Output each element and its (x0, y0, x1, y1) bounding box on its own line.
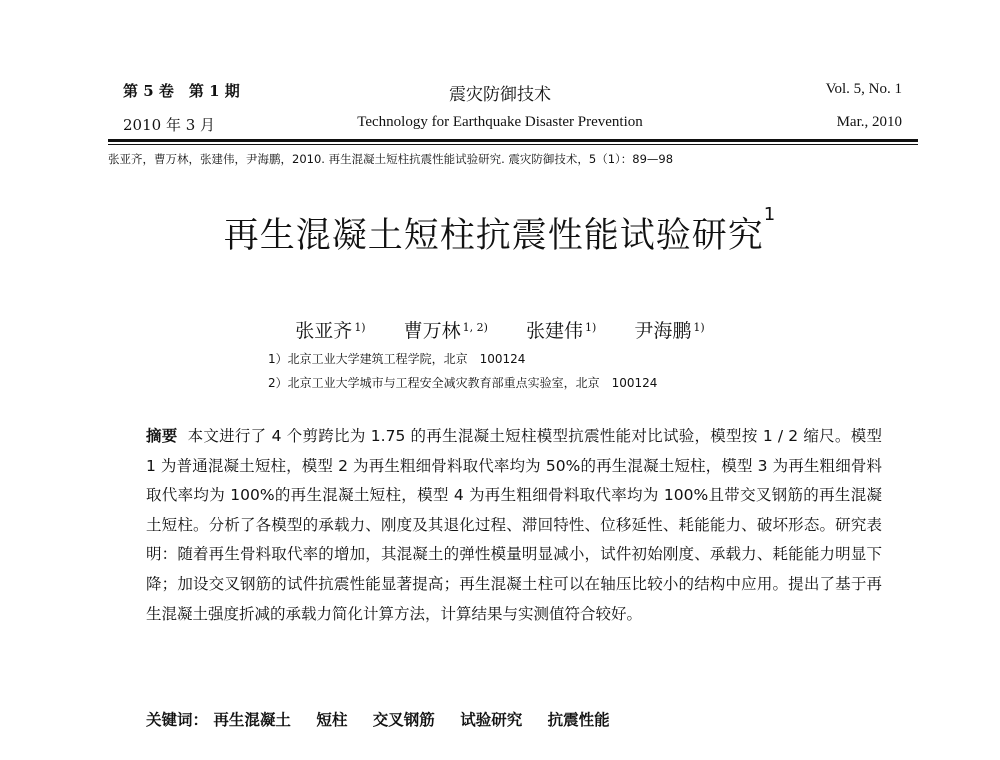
author-affil-marker: 1) (354, 321, 366, 334)
title-footnote-marker: 1 (763, 204, 777, 225)
author-list (0, 316, 1000, 343)
keyword: 抗震性能 (547, 711, 610, 729)
journal-name-cn: 震灾防御技术 (449, 85, 551, 105)
header-rule-thin (108, 144, 918, 145)
journal-name-en: Technology for Earthquake Disaster Prevention (357, 114, 643, 130)
abstract-label: 摘要 (146, 427, 178, 445)
paper-title (0, 204, 1000, 258)
affiliation-2: 2）北京工业大学城市与工程安全减灾教育部重点实验室，北京 100124 (268, 376, 658, 390)
author: 曹万林 $^{1, 2)}$ (403, 320, 488, 342)
keyword: 试验研究 (460, 711, 523, 729)
keyword: 再生混凝土 (213, 711, 291, 729)
abstract-text: 本文进行了 4 个剪跨比为 1.75 的再生混凝土短柱模型抗震性能对比试验，模型按 1 / 2 缩尺。模型 1 为普通混凝土短柱，模型 2 为再生粗细骨料取代率均为 50%的再生混凝土短柱，模型 3 为再生粗细骨料取代率均为 100%的再生混凝土短柱，模型 4 为再生粗细骨料取代率均为 100%且带交叉钢筋的再生混凝土短柱。分析了各模型的承载力、刚度及其退化过程、滞回特性、位移延性、耗能能力、破坏形态。研究表明：随着再生骨料取代率的增加，其混凝土的弹性模量明显减小，试件初始刚度、承载力、耗能能力明显下降；加设交叉钢筋的试件抗震性能显著提高；再生混凝土柱可以在轴压比较小的结构中应用。提出了基于再生混凝土强度折减的承载力简化计算方法，计算结果与实测值符合较好。 (146, 427, 882, 623)
keywords (146, 708, 630, 730)
citation-line: 张亚齐，曹万林，张建伟，尹海鹏，2010. 再生混凝土短柱抗震性能试验研究. 震灾防御技术，5（1）：89—98 (108, 152, 674, 166)
author: 尹海鹏 $^{1)}$ (634, 320, 705, 342)
author: 张亚齐 $^{1)}$ (295, 320, 366, 342)
keywords-label: 关键词： (146, 711, 209, 729)
abstract (146, 422, 882, 629)
affiliation-1: 1）北京工业大学建筑工程学院，北京 100124 (268, 352, 526, 366)
date-en: Mar., 2010 (836, 114, 902, 130)
keyword: 短柱 (316, 711, 348, 729)
paper-title-text: 再生混凝土短柱抗震性能试验研究 (223, 216, 764, 256)
header-rule-thick (108, 139, 918, 142)
author-affil-marker: 1) (693, 321, 705, 334)
volume-issue-en: Vol. 5, No. 1 (825, 81, 902, 97)
author-affil-marker: 1, 2) (462, 321, 488, 334)
date-cn: 2010 年 3 月 (123, 116, 216, 134)
author: 张建伟 $^{1)}$ (526, 320, 597, 342)
keyword: 交叉钢筋 (372, 711, 435, 729)
author-affil-marker: 1) (585, 321, 597, 334)
volume-issue-cn: 第 5 卷 第 1 期 (123, 82, 240, 100)
